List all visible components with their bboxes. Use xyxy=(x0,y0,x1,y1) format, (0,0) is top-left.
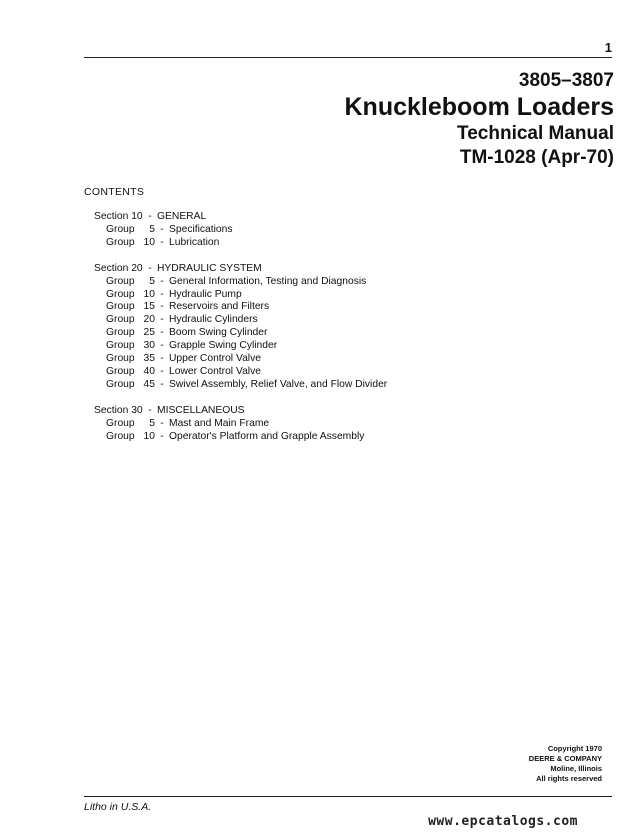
group-row xyxy=(94,276,387,289)
group-dash: - xyxy=(160,288,164,300)
group-label: Group xyxy=(106,353,135,365)
group-dash: - xyxy=(160,236,164,248)
group-dash: - xyxy=(160,365,164,377)
group-row xyxy=(94,353,387,366)
section-row xyxy=(94,405,387,418)
manual-name: Knuckleboom Loaders xyxy=(344,93,614,121)
copyright-rights: All rights reserved xyxy=(536,774,602,783)
section-row xyxy=(94,211,387,224)
group-dash: - xyxy=(160,353,164,365)
group-dash: - xyxy=(160,417,164,429)
section-dash: - xyxy=(148,211,152,222)
section-label: Section 30 xyxy=(94,404,143,416)
section-dash: - xyxy=(148,262,152,274)
group-label: Group xyxy=(106,327,135,339)
group-number: 5 xyxy=(149,223,155,235)
group-row xyxy=(94,327,387,340)
group-row xyxy=(94,379,387,392)
group-label: Group xyxy=(106,236,135,248)
section-dash: - xyxy=(148,404,152,416)
group-label: Group xyxy=(106,378,135,390)
group-number: 40 xyxy=(143,365,155,377)
group-title: Lubrication xyxy=(169,236,220,248)
group-title: Boom Swing Cylinder xyxy=(169,327,268,339)
copyright-block xyxy=(529,744,602,784)
contents-heading: CONTENTS xyxy=(84,186,145,198)
group-number: 5 xyxy=(149,417,155,429)
group-number: 25 xyxy=(143,327,155,339)
group-title: Lower Control Valve xyxy=(169,365,261,377)
model-range: 3805–3807 xyxy=(518,70,614,91)
group-number: 5 xyxy=(149,275,155,287)
section-row xyxy=(94,263,387,276)
contents-list xyxy=(94,211,387,457)
group-row xyxy=(94,224,387,237)
group-row xyxy=(94,366,387,379)
group-number: 20 xyxy=(143,314,155,326)
group-row xyxy=(94,340,387,353)
section-title: GENERAL xyxy=(157,211,207,222)
group-label: Group xyxy=(106,275,135,287)
group-dash: - xyxy=(160,430,164,442)
copyright-location: Moline, Illinois xyxy=(550,764,602,773)
watermark-url[interactable]: www.epcatalogs.com xyxy=(428,814,578,829)
group-title: Hydraulic Cylinders xyxy=(169,314,258,326)
bottom-rule xyxy=(84,796,612,797)
contents-section xyxy=(94,263,387,392)
group-row xyxy=(94,289,387,302)
group-title: Mast and Main Frame xyxy=(169,417,270,429)
manual-type: Technical Manual xyxy=(457,123,614,144)
group-label: Group xyxy=(106,301,135,313)
group-row xyxy=(94,431,387,444)
group-row xyxy=(94,301,387,314)
group-dash: - xyxy=(160,378,164,390)
group-title: Upper Control Valve xyxy=(169,353,261,365)
group-number: 10 xyxy=(143,236,155,248)
group-dash: - xyxy=(160,301,164,313)
group-number: 15 xyxy=(143,301,155,313)
group-label: Group xyxy=(106,288,135,300)
contents-section xyxy=(94,211,387,250)
section-label: Section 20 xyxy=(94,262,143,274)
group-dash: - xyxy=(160,340,164,352)
group-label: Group xyxy=(106,365,135,377)
group-row xyxy=(94,314,387,327)
section-title: MISCELLANEOUS xyxy=(157,404,245,416)
group-label: Group xyxy=(106,314,135,326)
group-title: Swivel Assembly, Relief Valve, and Flow Divider xyxy=(169,378,388,390)
contents-section xyxy=(94,405,387,444)
copyright-year: Copyright 1970 xyxy=(547,744,602,753)
section-title: HYDRAULIC SYSTEM xyxy=(157,262,262,274)
group-number: 35 xyxy=(143,353,155,365)
group-title: Hydraulic Pump xyxy=(169,288,242,300)
group-title: Grapple Swing Cylinder xyxy=(169,340,278,352)
group-label: Group xyxy=(106,340,135,352)
title-block xyxy=(345,70,615,170)
group-dash: - xyxy=(160,275,164,287)
group-number: 45 xyxy=(143,378,155,390)
group-dash: - xyxy=(160,314,164,326)
group-row xyxy=(94,237,387,250)
group-title: Operator's Platform and Grapple Assembly xyxy=(169,430,365,442)
litho-note: Litho in U.S.A. xyxy=(84,801,152,813)
group-label: Group xyxy=(106,417,135,429)
group-number: 10 xyxy=(143,430,155,442)
group-title: General Information, Testing and Diagnosis xyxy=(169,275,367,287)
publication-number: TM-1028 (Apr-70) xyxy=(459,147,614,168)
group-number: 10 xyxy=(143,288,155,300)
page-number: 1 xyxy=(604,40,612,55)
group-number: 30 xyxy=(143,340,155,352)
group-row xyxy=(94,418,387,431)
group-dash: - xyxy=(160,327,164,339)
group-label: Group xyxy=(106,223,135,235)
section-label: Section 10 xyxy=(94,211,143,222)
top-rule xyxy=(84,57,612,58)
copyright-company: DEERE & COMPANY xyxy=(528,754,602,763)
group-label: Group xyxy=(106,430,135,442)
group-title: Specifications xyxy=(169,223,233,235)
group-title: Reservoirs and Filters xyxy=(169,301,270,313)
group-dash: - xyxy=(160,223,164,235)
